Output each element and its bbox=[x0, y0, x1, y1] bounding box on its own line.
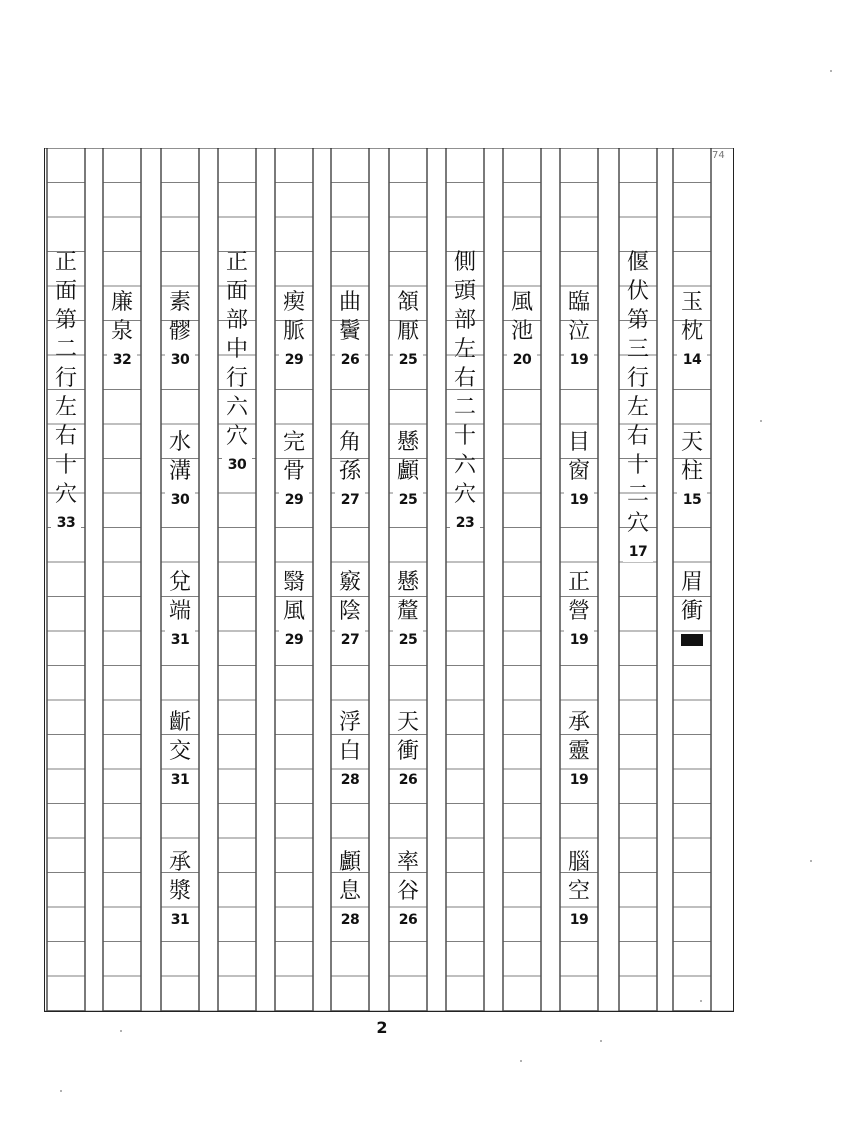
page-ref-number: 31 bbox=[165, 630, 195, 650]
page-ref-number: 27 bbox=[335, 490, 365, 510]
acupoint-name bbox=[389, 708, 427, 766]
corner-mark: 74 bbox=[712, 150, 725, 161]
column-c8 bbox=[275, 148, 313, 1012]
glyph: 素 bbox=[168, 290, 191, 315]
glyph: 釐 bbox=[396, 599, 419, 624]
glyph: 十 bbox=[453, 424, 476, 449]
glyph: 谷 bbox=[396, 879, 419, 904]
page-ref-number: 31 bbox=[165, 770, 195, 790]
scan-speck bbox=[810, 860, 812, 862]
glyph: 孫 bbox=[338, 459, 361, 484]
acupoint-name bbox=[331, 848, 369, 906]
glyph: 臨 bbox=[567, 290, 590, 315]
glyph: 顱 bbox=[396, 459, 419, 484]
scan-speck bbox=[120, 1030, 122, 1032]
column-c6 bbox=[389, 148, 427, 1012]
scan-speck bbox=[830, 70, 832, 72]
glyph: 竅 bbox=[338, 570, 361, 595]
glyph: 頭 bbox=[453, 279, 476, 304]
acupoint-name bbox=[389, 568, 427, 626]
glyph: 完 bbox=[282, 430, 305, 455]
glyph: 右 bbox=[626, 424, 649, 449]
acupoint-name bbox=[331, 288, 369, 346]
glyph: 左 bbox=[453, 337, 476, 362]
glyph: 二 bbox=[54, 337, 77, 362]
acupoint-name bbox=[673, 428, 711, 486]
glyph: 正 bbox=[225, 250, 248, 275]
glyph: 兌 bbox=[168, 570, 191, 595]
glyph: 穴 bbox=[54, 482, 77, 507]
page-ref-number: 19 bbox=[564, 630, 594, 650]
acupoint-name bbox=[275, 568, 313, 626]
glyph: 穴 bbox=[626, 511, 649, 536]
scan-speck bbox=[700, 1000, 702, 1002]
glyph: 右 bbox=[453, 366, 476, 391]
page-ref-number: 25 bbox=[393, 490, 423, 510]
glyph: 營 bbox=[567, 599, 590, 624]
page-ref-number: 15 bbox=[677, 490, 707, 510]
page-ref-number: 19 bbox=[564, 350, 594, 370]
page-ref-number: 28 bbox=[335, 910, 365, 930]
glyph: 角 bbox=[338, 430, 361, 455]
section-heading bbox=[619, 248, 657, 538]
acupoint-name bbox=[161, 288, 199, 346]
glyph: 行 bbox=[225, 366, 248, 391]
column-c1 bbox=[673, 148, 711, 1012]
glyph: 率 bbox=[396, 850, 419, 875]
glyph: 息 bbox=[338, 879, 361, 904]
acupoint-name bbox=[673, 288, 711, 346]
section-heading bbox=[446, 248, 484, 509]
glyph: 浮 bbox=[338, 710, 361, 735]
column-c5 bbox=[446, 148, 484, 1012]
page-ref-number: 29 bbox=[279, 350, 309, 370]
glyph: 交 bbox=[168, 739, 191, 764]
glyph: 第 bbox=[626, 308, 649, 333]
glyph: 風 bbox=[510, 290, 533, 315]
glyph: 六 bbox=[225, 395, 248, 420]
glyph: 顱 bbox=[338, 850, 361, 875]
glyph: 二 bbox=[626, 482, 649, 507]
glyph: 承 bbox=[168, 850, 191, 875]
glyph: 池 bbox=[510, 319, 533, 344]
manuscript-grid bbox=[44, 148, 734, 1012]
glyph: 風 bbox=[282, 599, 305, 624]
acupoint-name bbox=[560, 568, 598, 626]
glyph: 白 bbox=[338, 739, 361, 764]
glyph: 面 bbox=[54, 279, 77, 304]
glyph: 陰 bbox=[338, 599, 361, 624]
acupoint-name bbox=[161, 568, 199, 626]
glyph: 衝 bbox=[680, 599, 703, 624]
page-ref-number: 29 bbox=[279, 630, 309, 650]
glyph: 行 bbox=[626, 366, 649, 391]
glyph: 十 bbox=[626, 453, 649, 478]
glyph: 行 bbox=[54, 366, 77, 391]
glyph: 空 bbox=[567, 879, 590, 904]
acupoint-name bbox=[389, 428, 427, 486]
glyph: 柱 bbox=[680, 459, 703, 484]
page-ref-number: 25 bbox=[393, 630, 423, 650]
acupoint-name bbox=[560, 708, 598, 766]
glyph: 部 bbox=[225, 308, 248, 333]
page-ref-number: 19 bbox=[564, 910, 594, 930]
page-ref-number: 19 bbox=[564, 770, 594, 790]
glyph: 衝 bbox=[396, 739, 419, 764]
page-ref-number: 26 bbox=[393, 910, 423, 930]
scan-speck bbox=[600, 1040, 602, 1042]
glyph: 眉 bbox=[680, 570, 703, 595]
glyph: 腦 bbox=[567, 850, 590, 875]
page-ref-number: 23 bbox=[450, 513, 480, 533]
acupoint-name bbox=[331, 568, 369, 626]
page-ref-number: 33 bbox=[51, 513, 81, 533]
acupoint-name bbox=[331, 708, 369, 766]
glyph: 漿 bbox=[168, 879, 191, 904]
scan-speck bbox=[760, 420, 762, 422]
glyph: 髎 bbox=[168, 319, 191, 344]
page-ref-number: 14 bbox=[677, 350, 707, 370]
glyph: 溝 bbox=[168, 459, 191, 484]
column-c11 bbox=[103, 148, 141, 1012]
glyph: 面 bbox=[225, 279, 248, 304]
acupoint-name bbox=[161, 708, 199, 766]
acupoint-name bbox=[161, 848, 199, 906]
page-number: 2 bbox=[376, 1018, 388, 1037]
glyph: 左 bbox=[54, 395, 77, 420]
glyph: 三 bbox=[626, 337, 649, 362]
column-c2 bbox=[619, 148, 657, 1012]
acupoint-name bbox=[331, 428, 369, 486]
glyph: 翳 bbox=[282, 570, 305, 595]
scan-speck bbox=[520, 1060, 522, 1062]
column-c4 bbox=[503, 148, 541, 1012]
column-c12 bbox=[47, 148, 85, 1012]
acupoint-name bbox=[161, 428, 199, 486]
glyph: 泉 bbox=[110, 319, 133, 344]
glyph: 靈 bbox=[567, 739, 590, 764]
page-ref-number: 30 bbox=[222, 455, 252, 475]
glyph: 第 bbox=[54, 308, 77, 333]
glyph: 曲 bbox=[338, 290, 361, 315]
glyph: 目 bbox=[567, 430, 590, 455]
glyph: 二 bbox=[453, 395, 476, 420]
column-c10 bbox=[161, 148, 199, 1012]
acupoint-name bbox=[389, 288, 427, 346]
glyph: 承 bbox=[567, 710, 590, 735]
scan-speck bbox=[60, 1090, 62, 1092]
glyph: 骨 bbox=[282, 459, 305, 484]
glyph: 伏 bbox=[626, 279, 649, 304]
acupoint-name bbox=[560, 288, 598, 346]
page-ref-number: 17 bbox=[623, 542, 653, 562]
glyph: 玉 bbox=[680, 290, 703, 315]
glyph: 中 bbox=[225, 337, 248, 362]
glyph: 部 bbox=[453, 308, 476, 333]
glyph: 穴 bbox=[453, 482, 476, 507]
section-heading bbox=[218, 248, 256, 451]
glyph: 端 bbox=[168, 599, 191, 624]
page-ref-number: 27 bbox=[335, 630, 365, 650]
page-ref-smudged bbox=[681, 634, 703, 646]
glyph: 十 bbox=[54, 453, 77, 478]
glyph: 厭 bbox=[396, 319, 419, 344]
acupoint-name bbox=[503, 288, 541, 346]
glyph: 偃 bbox=[626, 250, 649, 275]
glyph: 瘈 bbox=[282, 290, 305, 315]
glyph: 鬢 bbox=[338, 319, 361, 344]
glyph: 脈 bbox=[282, 319, 305, 344]
acupoint-name bbox=[673, 568, 711, 626]
page-ref-number: 20 bbox=[507, 350, 537, 370]
page-ref-number: 19 bbox=[564, 490, 594, 510]
glyph: 側 bbox=[453, 250, 476, 275]
glyph: 天 bbox=[396, 710, 419, 735]
glyph: 懸 bbox=[396, 430, 419, 455]
column-c3 bbox=[560, 148, 598, 1012]
glyph: 頷 bbox=[396, 290, 419, 315]
glyph: 右 bbox=[54, 424, 77, 449]
page-ref-number: 30 bbox=[165, 350, 195, 370]
glyph: 枕 bbox=[680, 319, 703, 344]
acupoint-name bbox=[275, 428, 313, 486]
glyph: 泣 bbox=[567, 319, 590, 344]
column-c9 bbox=[218, 148, 256, 1012]
glyph: 懸 bbox=[396, 570, 419, 595]
page-ref-number: 31 bbox=[165, 910, 195, 930]
glyph: 正 bbox=[54, 250, 77, 275]
acupoint-name bbox=[560, 428, 598, 486]
glyph: 左 bbox=[626, 395, 649, 420]
glyph: 六 bbox=[453, 453, 476, 478]
acupoint-name bbox=[389, 848, 427, 906]
glyph: 穴 bbox=[225, 424, 248, 449]
section-heading bbox=[47, 248, 85, 509]
glyph: 正 bbox=[567, 570, 590, 595]
glyph: 水 bbox=[168, 430, 191, 455]
page-ref-number: 25 bbox=[393, 350, 423, 370]
page-ref-number: 32 bbox=[107, 350, 137, 370]
page-ref-number: 26 bbox=[335, 350, 365, 370]
glyph: 廉 bbox=[110, 290, 133, 315]
glyph: 窗 bbox=[567, 459, 590, 484]
page-ref-number: 28 bbox=[335, 770, 365, 790]
acupoint-name bbox=[275, 288, 313, 346]
page-ref-number: 26 bbox=[393, 770, 423, 790]
acupoint-name bbox=[103, 288, 141, 346]
acupoint-name bbox=[560, 848, 598, 906]
glyph: 齗 bbox=[168, 710, 191, 735]
glyph: 天 bbox=[680, 430, 703, 455]
column-c7 bbox=[331, 148, 369, 1012]
page-ref-number: 30 bbox=[165, 490, 195, 510]
page-ref-number: 29 bbox=[279, 490, 309, 510]
